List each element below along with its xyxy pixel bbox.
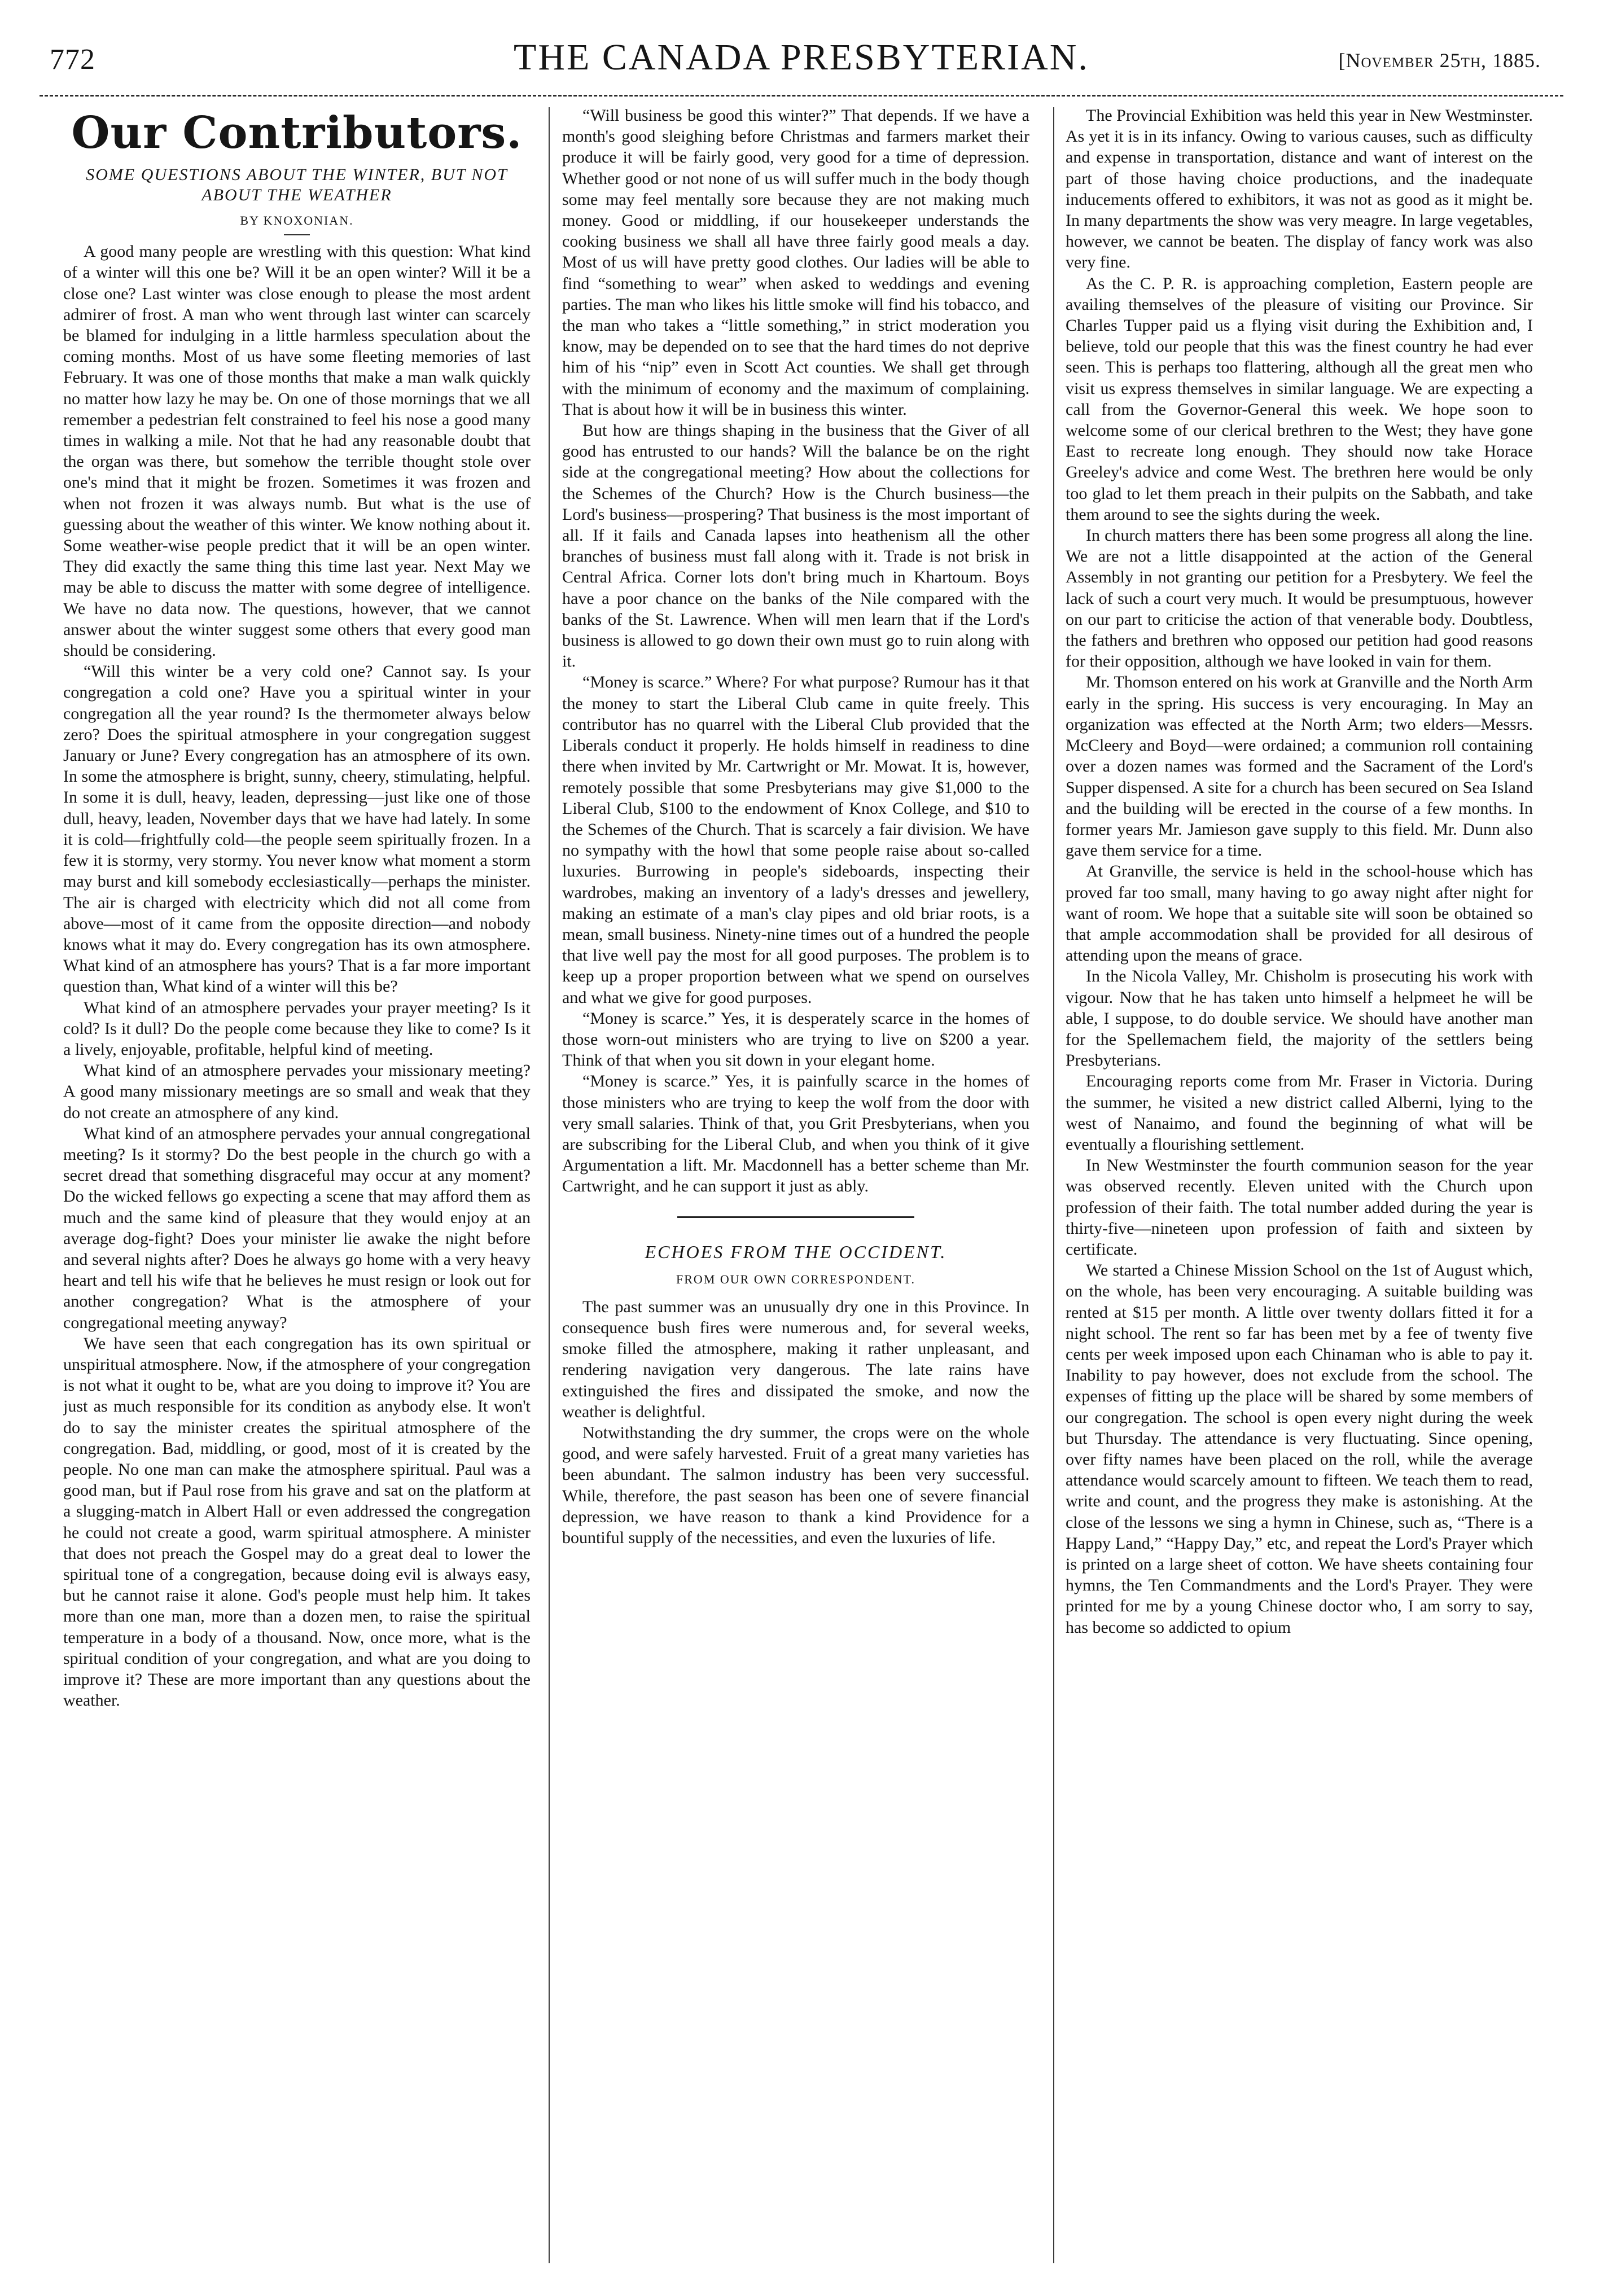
paragraph: We started a Chinese Mission School on the 1st of August which, on the whole, has been very encouraging. A suitable building was rented at $15 per month. A little over twenty dollars fitted it for a night school. The rent so far has been met by a fee of twenty five cents per week imposed upon each Chinaman who is able to pay it. Inability to pay however, does not exclude from the school. The expenses of fitting up the place will be shared by some members of our congregation. The school is open every night during the week but Thursday. The attendance is very fluctuating. Since opening, over fifty names have been placed on the roll, while the average attendance would scarcely amount to fifteen. We teach them to read, write and count, and the progress they make is astonishing. At the close of the lessons we sing a hymn in Chinese, such as, “There is a Happy Land,” “Happy Day,” etc, and repeat the Lord's Prayer which is printed on a large sheet of cotton. We have sheets containing four hymns, the Ten Commandments and the Lord's Prayer. They were printed for me by a young Chinese doctor who, I am sorry to say, has become so addicted to opium <box>1066 1261 1533 1637</box>
paragraph: In church matters there has been some progress all along the line. We are not a little disappointed at the action of the General Assembly in not granting our petition for a Presbytery. We feel the lack of such a court very much. It would be presumptuous, however on our part to criticise the action of that venerable body. Doubtless, the fathers and brethren who opposed our petition had good reasons for their opposition, although we have looked in vain for them. <box>1066 526 1533 671</box>
paragraph: Encouraging reports come from Mr. Fraser in Victoria. During the summer, he visited a new district called Alberni, lying to the west of Nanaimo, and found the beginning of what will be eventually a flourishing settlement. <box>1066 1072 1533 1154</box>
paragraph: A good many people are wrestling with this question: What kind of a winter will this one be? Will it be an open winter? Will it be a close one? Last winter was close enough to please the most ardent admirer of frost. A man who went through last winter can scarcely be blamed for indulging in a little harmless speculation about the coming months. Most of us have some fleeting memories of last February. It was one of those months that make a man walk quickly no matter how lazy he may be. On one of those mornings that we all remember a pedestrian felt constrained to feel his nose a good many times in walking a mile. Not that he had any reasonable doubt that the organ was there, but somehow the terrible thought stole over one's mind that it might be frozen. Sometimes it was frozen and when not frozen it was always numb. But what is the use of guessing about the weather of this winter. We know nothing about it. Some weather-wise people predict that it will be an open winter. They did exactly the same thing this time last year. Next May we may be able to discuss the matter with some degree of intelligence. We have no data now. The questions, however, that we cannot answer about the winter suggest some others that every good man should be considering. <box>63 242 531 660</box>
column-rule <box>1053 107 1054 2263</box>
paragraph: Mr. Thomson entered on his work at Granville and the North Arm early in the spring. His success is very encouraging. In May an organization was effected at the North Arm; two elders—Messrs. McCleery and Boyd—were ordained; a communion roll containing over a dozen names was formed and the Sacrament of the Lord's Supper dispensed. A site for a church has been secured on Sea Island and the building will be erected in the course of a few months. In former years Mr. Jamieson gave supply to this field. Mr. Dunn also gave them service for a time. <box>1066 673 1533 860</box>
article-title: ECHOES FROM THE OCCIDENT. <box>645 1241 947 1262</box>
paragraph: In the Nicola Valley, Mr. Chisholm is prosecuting his work with vigour. Now that he has taken unto himself a helpmeet he will be able, I suppose, to do double service. We should have another man for the Spellemachem field, the majority of the settlers being Presbyterians. <box>1066 967 1533 1070</box>
paragraph: Notwithstanding the dry summer, the crops were on the whole good, and were safely harvested. Fruit of a great many varieties has been abundant. The salmon industry has been very successful. While, therefore, the past season has been one of severe financial depression, we have reason to thank a kind Providence for a bountiful supply of the necessities, and even the luxuries of life. <box>562 1423 1029 1547</box>
paragraph: In New Westminster the fourth communion season for the year was observed recently. Eleven united with the Church upon profession of their faith. The total number added during the year is thirty-five—nineteen upon profession of faith and sixteen by certificate. <box>1066 1156 1533 1259</box>
masthead <box>40 29 1563 86</box>
paragraph: As the C. P. R. is approaching completion, Eastern people are availing themselves of the pleasure of visiting our Province. Sir Charles Tupper paid us a flying visit during the Exhibition and, I believe, told our people that this was the finest country he had ever seen. This is perhaps too flattering, although all the great men who visit us express themselves in similar language. We are expecting a call from the Governor-General this week. We hope soon to welcome some of our clerical brethren to the West; they have gone East to recreate long enough. They should now take Horace Greeley's advice and come West. The brethren here would be only too glad to let them preach in their pulpits on the Sabbath, and take them around to see the sights during the week. <box>1066 274 1533 524</box>
paragraph: What kind of an atmosphere pervades your annual congregational meeting? Is it stormy? Do the best people in the church go with a secret dread that something disgraceful may occur at any moment? Do the wicked fellows go expecting a scene that may afford them as much and the same kind of pleasure that they would enjoy at an average dog-fight? Does your minister lie awake the night before and several nights after? Does he always go home with a very heavy heart and tell his wife that he believes he must resign or look out for another congregation? What is the atmosphere of your congregational meeting anyway? <box>63 1124 531 1332</box>
column-rule <box>549 107 550 2263</box>
masthead-rule <box>40 95 1563 97</box>
page-number: 772 <box>50 43 95 76</box>
article-divider <box>677 1216 914 1218</box>
paragraph: At Granville, the service is held in the school-house which has proved far too small, many having to go away night after night for want of room. We hope that a suitable site will soon be obtained so that ample accommodation shall be provided for all desirous of attending upon the means of grace. <box>1066 862 1533 965</box>
paragraph: “Will this winter be a very cold one? Cannot say. Is your congregation a cold one? Have you a spiritual winter in your congregation all the year round? Is the thermometer always below zero? Does the spiritual atmosphere in your congregation suggest January or June? Every congregation has an atmosphere of its own. In some the atmosphere is bright, sunny, cheery, stimulating, helpful. In some it is dull, heavy, leaden, depressing—just like one of those dull, heavy, leaden, November days that we have had lately. In some it is cold—frightfully cold—the people seem spiritually frozen. In a few it is stormy, very stormy. You never know what moment a storm may burst and kill somebody ecclesiastically—perhaps the minister. The air is charged with electricity which did not all come from above—most of it came from the opposite direction—and nobody knows what it may do. Every congregation has its own atmosphere. What kind of an atmosphere has yours? That is a far more important question than, What kind of a winter will this be? <box>63 662 531 996</box>
column-2 <box>562 105 1029 2272</box>
correspondent-subhead: FROM OUR OWN CORRESPONDENT. <box>676 1272 915 1286</box>
paragraph: “Money is scarce.” Yes, it is desperately scarce in the homes of those worn-out ministers who are trying to live on $200 a year. Think of that when you sit down in your elegant home. <box>562 1009 1029 1070</box>
paragraph: “Will business be good this winter?” That depends. If we have a month's good sleighing before Christmas and farmers market their produce it will be fairly good, very good for a time of depression. Whether good or not none of us will suffer much in the body though some may feel mentally sore because they are not making much money. Good or middling, if our housekeeper understands the cooking business we shall all have three fairly good meals a day. Most of us will have pretty good clothes. Our ladies will be able to find “something to wear” when asked to weddings and evening parties. The man who likes his little smoke will find his tobacco, and the man who takes a “little something,” in strict moderation you know, may be depended on to see that the hard times do not deprive him of his “nip” even in Scott Act counties. We shall get through with the minimum of economy and the maximum of complaining. That is about how it will be in business this winter. <box>562 106 1029 419</box>
paragraph: What kind of an atmosphere pervades your prayer meeting? Is it cold? Is it dull? Do the people come because they like to come? Is it a lively, enjoyable, profitable, helpful kind of meeting. <box>63 998 531 1059</box>
column-1 <box>63 105 531 2272</box>
paragraph: “Money is scarce.” Where? For what purpose? Rumour has it that the money to start the Liberal Club came in quite freely. This contributor has no quarrel with the Liberal Club provided that the Liberals conduct it properly. He holds himself in readiness to dine there when invited by Mr. Cartwright or Mr. Mowat. It is, however, remotely possible that some Presbyterians may give $1,000 to the Liberal Club, $100 to the endowment of Knox College, and $10 to the Schemes of the Church. That is scarcely a fair division. We have no sympathy with the howl that some people raise about so-called luxuries. Burrowing in people's sideboards, inspecting their wardrobes, making an inventory of a lady's dresses and jewellery, making an estimate of a man's clay pipes and old briar roots, is a mean, small business. Ninety-nine times out of a hundred the people that live well pay the most for all good purposes. The problem is to keep up a proper proportion between what we spend on ourselves and what we give for good purposes. <box>562 673 1029 1007</box>
issue-date: [November 25th, 1885. <box>1338 49 1541 72</box>
paragraph: But how are things shaping in the business that the Giver of all good has entrusted to our hands? Will the balance be on the right side at the congregational meeting? How about the collections for the Schemes of the Church? How is the Church business—the Lord's business—prospering? That business is the most important of all. If it fails and Canada lapses into heathenism all the other branches of business must fall along with it. Trade is not brisk in Central Africa. Corner lots don't bring much in Khartoum. Boys have a poor chance on the banks of the Nile compared with the banks of the St. Lawrence. When will men learn that if the Lord's business is allowed to go down their own must go to ruin along with it. <box>562 421 1029 671</box>
paragraph: The Provincial Exhibition was held this year in New Westminster. As yet it is in its infancy. Owing to various causes, such as difficulty and expense in transportation, distance and want of interest on the part of those having choice productions, and the inadequate inducements offered to exhibitors, it was not as good as it might be. In many departments the show was very meagre. In large vegetables, however, we cannot be beaten. The display of fancy work was also very fine. <box>1066 106 1533 272</box>
paragraph: “Money is scarce.” Yes, it is painfully scarce in the homes of those ministers who are trying to keep the wolf from the door with very small salaries. Think of that, you Grit Presbyterians, when you are subscribing for the Liberal Club, and when you think of it give Argumentation a lift. Mr. Macdonnell has a better scheme than Mr. Cartwright, and he can support it just as ably. <box>562 1072 1029 1196</box>
newspaper-title: THE CANADA PRESBYTERIAN. <box>514 37 1089 78</box>
column-3 <box>1066 105 1533 2272</box>
byline-rule <box>284 234 310 235</box>
paragraph: What kind of an atmosphere pervades your missionary meeting? A good many missionary meetings are so small and weak that they do not create an atmosphere of any kind. <box>63 1061 531 1122</box>
paragraph: We have seen that each congregation has its own spiritual or unspiritual atmosphere. Now, if the atmosphere of your congregation is not what it ought to be, what are you doing to improve it? You are just as much responsible for its condition as anybody else. It won't do to say the minister creates the spiritual atmosphere of the congregation. Bad, middling, or good, most of it is created by the people. No one man can make the atmosphere spiritual. Paul was a good man, but if Paul rose from his grave and sat on the platform at a slugging-match in Albert Hall or even addressed the congregation he could not create a good, warm spiritual atmosphere. A minister that does not preach the Gospel may do a great deal to lower the spiritual tone of a congregation, because doing evil is always easy, but he cannot raise it alone. God's people must help him. It takes more than one man, more than a dozen men, to raise the spiritual temperature in a body of a thousand. Now, once more, what is the spiritual condition of your congregation, and what are you doing to improve it? These are more important than any questions about the weather. <box>63 1334 531 1710</box>
paragraph: The past summer was an unusually dry one in this Province. In consequence bush fires were numerous and, for several weeks, smoke filled the atmosphere, making it rather unpleasant, and rendering navigation very dangerous. The late rains have extinguished the fires and dissipated the smoke, and now the weather is delightful. <box>562 1297 1029 1421</box>
section-title: Our Contributors. <box>71 107 523 159</box>
article-title: SOME QUESTIONS ABOUT THE WINTER, BUT NOT ABOUT THE WEATHER <box>86 165 508 204</box>
byline: BY KNOXONIAN. <box>240 213 354 227</box>
